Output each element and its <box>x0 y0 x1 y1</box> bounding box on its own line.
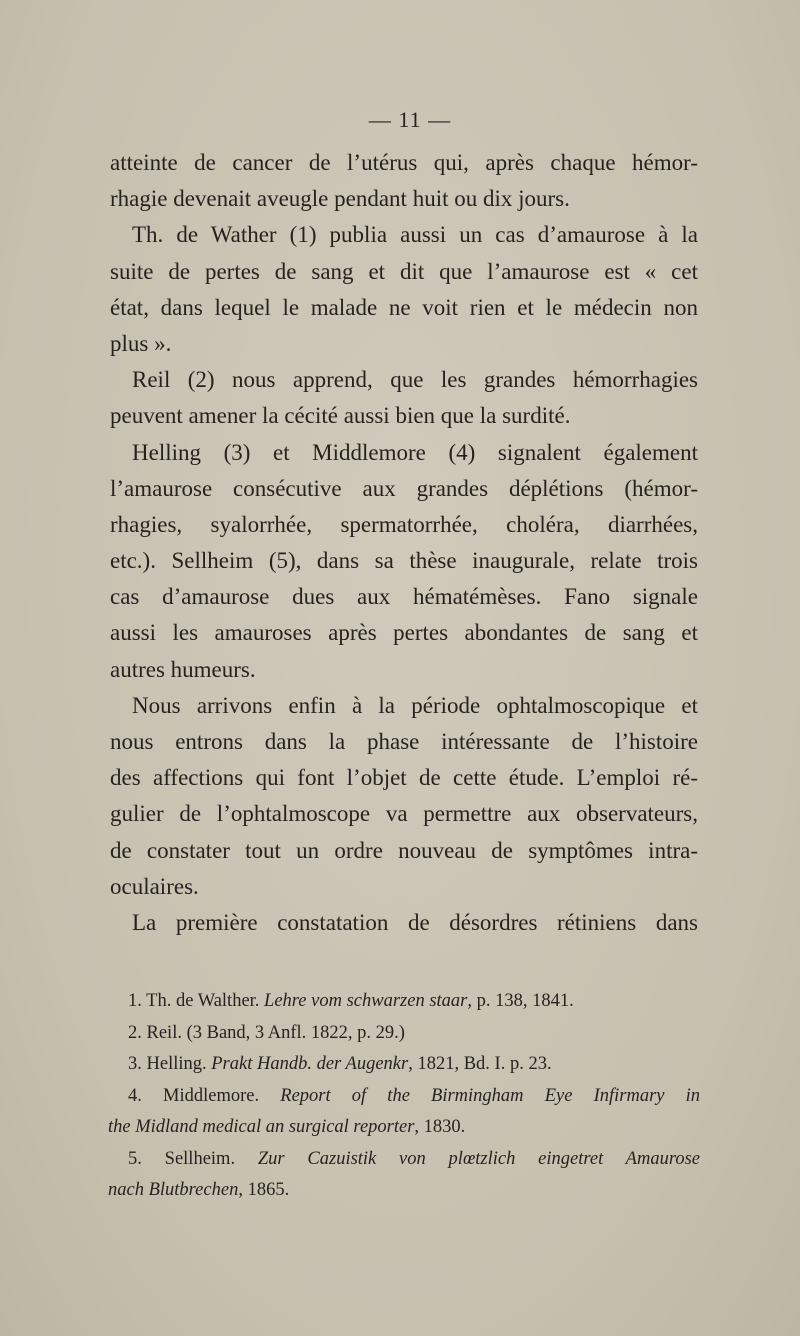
text-line: rhagies, syalorrhée, spermatorrhée, choléra, diarrhées, <box>110 511 698 537</box>
text-line: atteinte de cancer de l’utérus qui, après chaque hémor- <box>110 150 698 175</box>
text-line: Nous arrivons enfin à la période ophtalmoscopique et <box>132 692 698 718</box>
main-text <box>110 145 698 941</box>
text-line: rhagie devenait aveugle pendant huit ou dix jours. <box>110 186 570 212</box>
text-line: suite de pertes de sang et dit que l’amaurose est « cet <box>110 258 698 284</box>
text-line: Helling (3) et Middlemore (4) signalent également <box>132 439 698 465</box>
footnote-3: 3. Helling. Prakt Handb. der Augenkr, 1821, Bd. I. p. 23. <box>128 1054 552 1074</box>
text-line: peuvent amener la cécité aussi bien que la surdité. <box>110 403 571 429</box>
footnote-5-continued: nach Blutbrechen, 1865. <box>108 1180 290 1200</box>
footnote-4-continued: the Midland medical an surgical reporter, 1830. <box>108 1117 466 1137</box>
text-line: de constater tout un ordre nouveau de symptômes intra- <box>110 837 698 863</box>
footnote-1: 1. Th. de Walther. Lehre vom schwarzen staar, p. 138, 1841. <box>128 991 574 1011</box>
text-line: Th. de Wather (1) publia aussi un cas d’amaurose à la <box>132 222 698 248</box>
text-line: nous entrons dans la phase intéressante de l’histoire <box>110 729 698 754</box>
text-line: gulier de l’ophtalmoscope va permettre aux observateurs, <box>110 801 698 827</box>
text-line: plus ». <box>110 330 172 356</box>
text-line: La première constatation de désordres rétiniens dans <box>132 909 698 935</box>
page-number: — 11 — <box>368 107 452 132</box>
text-line: autres humeurs. <box>110 656 256 682</box>
text-line: des affections qui font l’objet de cette étude. L’emploi ré- <box>110 765 698 791</box>
text-line: etc.). Sellheim (5), dans sa thèse inaugurale, relate trois <box>110 548 698 574</box>
footnote-5: 5. Sellheim. Zur Cazuistik von plœtzlich eingetret Amaurose <box>128 1148 701 1169</box>
text-line: état, dans lequel le malade ne voit rien et le médecin non <box>110 294 698 320</box>
text-line: cas d’amaurose dues aux hématémèses. Fano signale <box>110 584 698 610</box>
text-line: aussi les amauroses après pertes abondantes de sang et <box>110 620 698 646</box>
text-line: l’amaurose consécutive aux grandes déplétions (hémor- <box>110 475 698 501</box>
footnote-2: 2. Reil. (3 Band, 3 Anfl. 1822, p. 29.) <box>128 1022 405 1043</box>
footnote-4: 4. Middlemore. Report of the Birmingham Eye Infirmary in <box>128 1085 701 1106</box>
footnotes <box>108 986 700 1207</box>
text-line: Reil (2) nous apprend, que les grandes hémorrhagies <box>132 367 698 393</box>
text-line: oculaires. <box>110 873 199 899</box>
